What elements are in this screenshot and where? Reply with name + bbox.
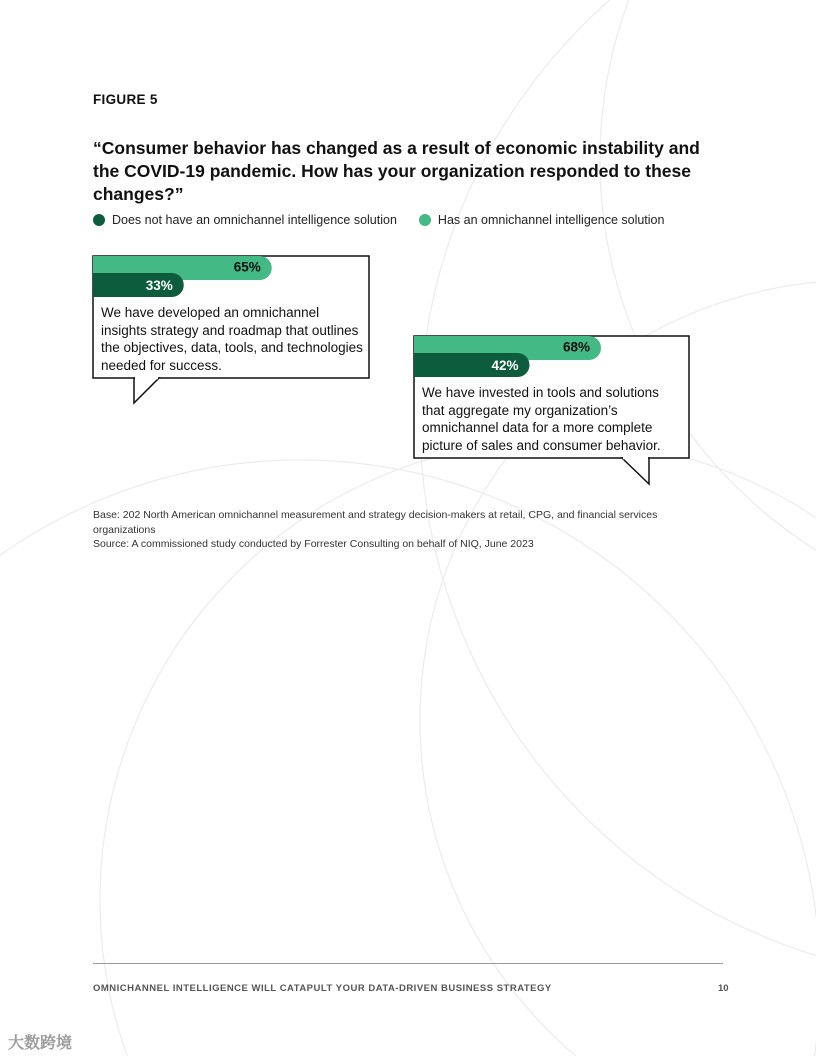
bubble-2-statement: We have invested in tools and solutions that aggregate my organization’s omnichannel data for a more complete picture of sales and consumer behavior. <box>422 385 661 453</box>
bubble-2-tail <box>622 458 649 484</box>
footer-divider <box>93 963 723 964</box>
footer-title: OMNICHANNEL INTELLIGENCE WILL CATAPULT YOUR DATA-DRIVEN BUSINESS STRATEGY <box>93 983 552 994</box>
legend-label-has-solution: Has an omnichannel intelligence solution <box>437 213 665 227</box>
data-label-no-solution-1: 33% <box>145 278 173 294</box>
data-label-has-solution-2: 68% <box>562 339 590 355</box>
figure-label: FIGURE 5 <box>93 92 158 107</box>
watermark-logo: 大数跨境 <box>8 1035 73 1052</box>
figure-question: “Consumer behavior has changed as a result of economic instability and the COVID-19 pandemic. How has your organization responded to these changes?” <box>93 138 700 204</box>
bubble-1-tail <box>134 378 159 403</box>
source-note: Source: A commissioned study conducted by Forrester Consulting on behalf of NIQ, June 2023 <box>93 538 534 550</box>
data-label-no-solution-2: 42% <box>491 358 519 374</box>
figure-notes <box>93 508 693 552</box>
legend-label-no-solution: Does not have an omnichannel intelligence solution <box>112 213 397 227</box>
page-number: 10 <box>718 983 729 994</box>
base-note: Base: 202 North American omnichannel measurement and strategy decision-makers at retail, CPG, and financial services organizations <box>93 509 658 536</box>
data-label-has-solution-1: 65% <box>233 259 261 275</box>
bubble-1-statement: We have developed an omnichannel insights strategy and roadmap that outlines the objectives, data, tools, and technologies needed for success. <box>101 305 363 373</box>
